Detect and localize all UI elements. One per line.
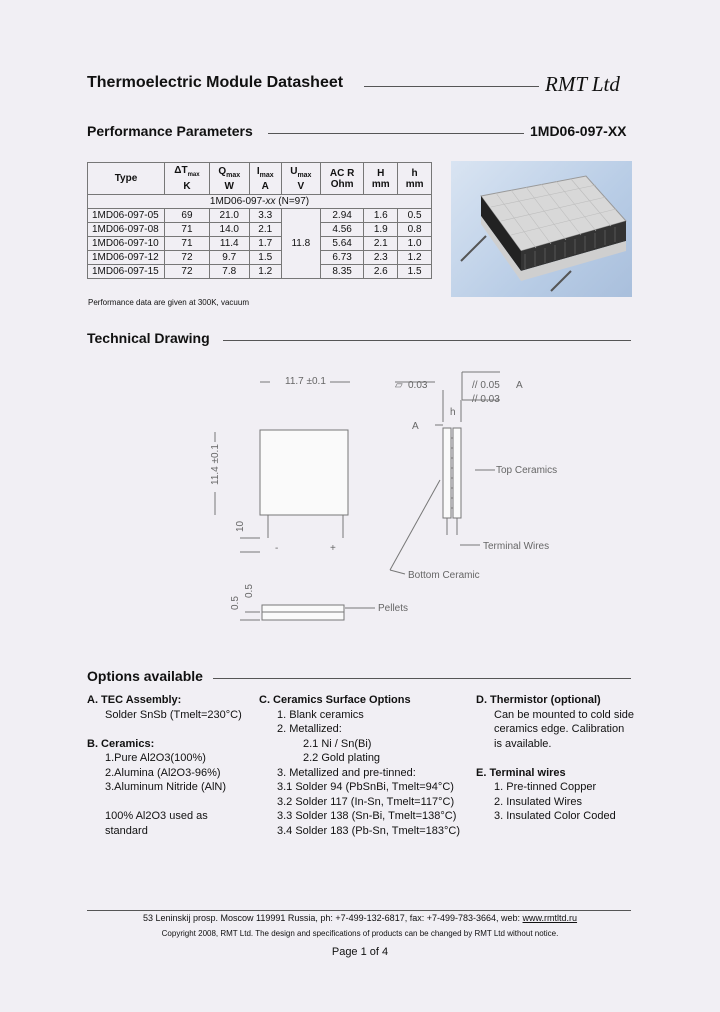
- options-rule: [213, 678, 631, 679]
- company-name: RMT Ltd: [545, 72, 620, 96]
- drawing-section-title: Technical Drawing: [87, 330, 210, 346]
- parallel-tol-2: // 0.03: [472, 394, 500, 405]
- options-line: 2.Alumina (Al2O3-96%): [105, 766, 221, 779]
- datum-ref: A: [516, 380, 523, 391]
- options-col-1: [87, 693, 252, 838]
- footer-address: 53 Leninskij prosp. Moscow 119991 Russia, ph: +7-499-132-6817, fax: +7-499-783-3664, web: www.rmtltd.ru: [142, 913, 578, 923]
- options-line: 3.Aluminum Nitride (AlN): [105, 781, 227, 793]
- options-line: 1.Pure Al2O3(100%): [105, 752, 206, 764]
- table-header-row: [88, 163, 432, 195]
- options-line: is available.: [494, 737, 552, 750]
- label-top-ceramics: Top Ceramics: [496, 465, 558, 476]
- options-line: 3. Insulated Color Coded: [494, 810, 616, 822]
- options-line: Solder SnSb (Tmelt=230°C): [105, 708, 242, 721]
- options-line: 1. Pre-tinned Copper: [494, 781, 597, 793]
- options-col-2: [259, 693, 474, 838]
- table-row: 1MD06-097-05 69 21.0 3.3 11.8 2.94 1.6 0.5: [88, 209, 432, 223]
- col-type: Type: [88, 163, 165, 195]
- options-line: B. Ceramics:: [87, 737, 155, 750]
- label-pellets: Pellets: [378, 603, 409, 614]
- datum-label: A: [412, 421, 419, 432]
- group-row: 1MD06-097-xx (N=97): [88, 195, 432, 209]
- label-bottom-ceramic: Bottom Ceramic: [408, 570, 480, 581]
- options-line: E. Terminal wires: [476, 766, 566, 779]
- header-rule: [364, 86, 539, 87]
- options-col-3: [476, 693, 651, 824]
- drawing-rule: [223, 340, 631, 341]
- module-photo: [451, 161, 632, 297]
- pellet-dim-2: 0.5: [244, 584, 255, 598]
- options-line: 3.2 Solder 117 (In-Sn, Tmelt=117°C): [277, 795, 455, 808]
- dim-lead: 10: [235, 520, 246, 532]
- options-line: 1. Blank ceramics: [277, 708, 364, 721]
- label-terminal-wires: Terminal Wires: [483, 541, 550, 552]
- options-line: 2. Metallized:: [277, 723, 342, 735]
- table-row: 1MD06-097-15 72 7.8 1.2 8.35 2.6 1.5: [88, 265, 432, 279]
- col-h: h mm: [398, 163, 432, 195]
- terminal-plus: +: [330, 543, 336, 554]
- footer-rule: [87, 910, 631, 911]
- footer-copyright: Copyright 2008, RMT Ltd. The design and specifications of products can be changed by RMT Ltd without notice.: [161, 929, 559, 938]
- parallel-tol-1: // 0.05: [472, 380, 500, 391]
- flatness-icon: ▱: [395, 380, 403, 391]
- col-qmax: $Q_{max}$ W: [209, 163, 249, 195]
- table-row: 1MD06-097-08 71 14.0 2.1 4.56 1.9 0.8: [88, 223, 432, 237]
- performance-section-title: Performance Parameters: [87, 123, 253, 139]
- options-line: 3.1 Solder 94 (PbSnBi, Tmelt=94°C): [277, 781, 454, 793]
- options-line: 2.1 Ni / Sn(Bi): [303, 737, 372, 750]
- pellet-dim-1: 0.5: [230, 596, 241, 610]
- options-line: D. Thermistor (optional): [476, 694, 601, 706]
- col-umax: $U_{max}$ V: [281, 163, 320, 195]
- flatness-tol: 0.03: [408, 380, 428, 391]
- col-dtmax: $\Delta T_{max}$ K: [165, 163, 210, 195]
- table-row: 1MD06-097-10 71 11.4 1.7 5.64 2.1 1.0: [88, 237, 432, 251]
- options-line: 2.2 Gold plating: [303, 752, 381, 764]
- performance-note: Performance data are given at 300K, vacuum: [88, 298, 249, 307]
- umax-value: 11.8: [281, 209, 320, 279]
- website-link[interactable]: www.rmtltd.ru: [522, 913, 578, 923]
- h-label: h: [450, 407, 456, 418]
- options-line: ceramics edge. Calibration: [494, 723, 625, 735]
- options-line: 2. Insulated Wires: [494, 795, 583, 808]
- col-H: H mm: [364, 163, 398, 195]
- options-line: 100% Al2O3 used as standard: [105, 810, 208, 837]
- options-line: C. Ceramics Surface Options: [259, 694, 411, 706]
- performance-rule: [268, 133, 524, 134]
- dim-height: 11.4 ±0.1: [210, 444, 221, 485]
- part-number: 1MD06-097-XX: [530, 123, 627, 139]
- options-line: Can be mounted to cold side: [494, 708, 635, 721]
- col-acr: AC R Ohm: [320, 163, 364, 195]
- options-section-title: Options available: [87, 668, 203, 684]
- performance-table: [87, 162, 432, 279]
- terminal-minus: -: [275, 543, 279, 554]
- dim-width: 11.7 ±0.1: [285, 376, 326, 387]
- options-line: 3.4 Solder 183 (Pb-Sn, Tmelt=183°C): [277, 824, 461, 837]
- document-title: Thermoelectric Module Datasheet: [87, 74, 344, 91]
- options-line: A. TEC Assembly:: [87, 694, 182, 706]
- col-imax: $I_{max}$ A: [249, 163, 281, 195]
- options-line: 3.3 Solder 138 (Sn-Bi, Tmelt=138°C): [277, 810, 457, 822]
- page-number: Page 1 of 4: [331, 946, 389, 958]
- technical-drawing: [200, 360, 600, 640]
- table-row: 1MD06-097-12 72 9.7 1.5 6.73 2.3 1.2: [88, 251, 432, 265]
- options-line: 3. Metallized and pre-tinned:: [277, 766, 416, 779]
